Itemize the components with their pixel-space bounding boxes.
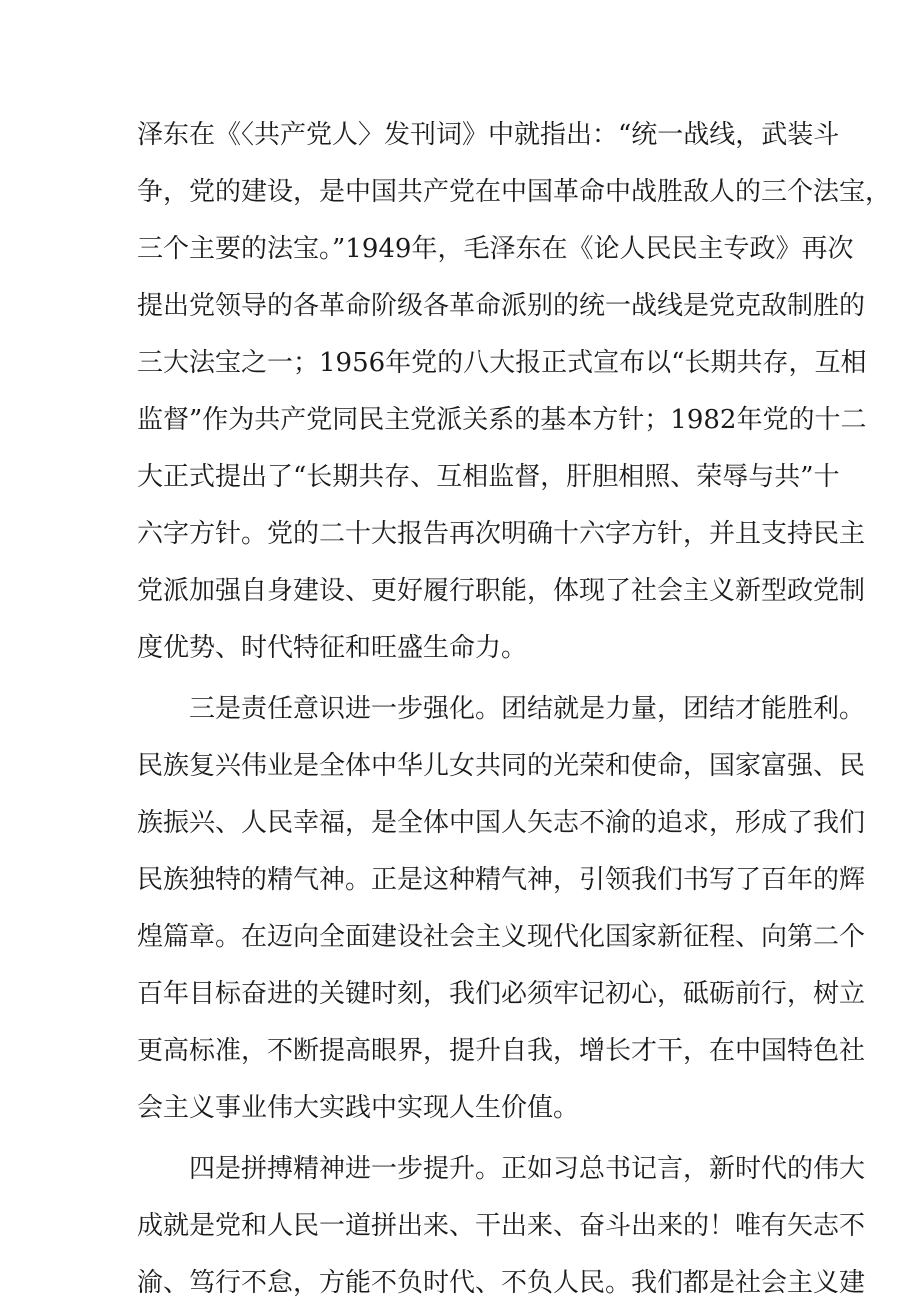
paragraph-line: 党派加强自身建设、更好履行职能，体现了社会主义新型政党制 — [137, 576, 866, 606]
paragraph-line: 三大法宝之一；1956年党的八大报正式宣布以“长期共存，互相 — [137, 348, 867, 378]
paragraph-line: 百年目标奋进的关键时刻，我们必须牢记初心，砥砺前行，树立 — [137, 979, 866, 1009]
paragraph-line: 争，党的建设，是中国共产党在中国革命中战胜敌人的三个法宝， — [137, 177, 892, 207]
paragraph-line: 民族独特的精气神。正是这种精气神，引领我们书写了百年的辉 — [137, 865, 866, 895]
paragraph-line: 民族复兴伟业是全体中华儿女共同的光荣和使命，国家富强、民 — [137, 751, 866, 781]
paragraph-line: 成就是党和人民一道拼出来、干出来、奋斗出来的！唯有矢志不 — [137, 1211, 866, 1241]
paragraph-line: 三个主要的法宝。”1949年，毛泽东在《论人民民主专政》再次 — [137, 234, 854, 264]
paragraph-line: 六字方针。党的二十大报告再次明确十六字方针，并且支持民主 — [137, 519, 866, 549]
paragraph-line: 提出党领导的各革命阶级各革命派别的统一战线是党克敌制胜的 — [137, 291, 866, 321]
paragraph-line: 更高标准，不断提高眼界，提升自我，增长才干，在中国特色社 — [137, 1036, 866, 1066]
paragraph-line: 渝、笃行不怠，方能不负时代、不负人民。我们都是社会主义建 — [137, 1268, 866, 1298]
paragraph-line: 族振兴、人民幸福，是全体中国人矢志不渝的追求，形成了我们 — [137, 808, 866, 838]
paragraph-line: 度优势、时代特征和旺盛生命力。 — [137, 633, 528, 663]
paragraph-heading-line: 四是拼搏精神进一步提升。正如习总书记言，新时代的伟大 — [189, 1154, 866, 1184]
paragraph-heading-line: 三是责任意识进一步强化。团结就是力量，团结才能胜利。 — [189, 694, 866, 724]
paragraph-line: 大正式提出了“长期共存、互相监督，肝胆相照、荣辱与共”十 — [137, 462, 840, 492]
paragraph-line: 会主义事业伟大实践中实现人生价值。 — [137, 1093, 580, 1123]
paragraph-line: 煌篇章。在迈向全面建设社会主义现代化国家新征程、向第二个 — [137, 922, 866, 952]
paragraph-line: 监督”作为共产党同民主党派关系的基本方针；1982年党的十二 — [137, 405, 867, 435]
paragraph-line: 泽东在《〈共产党人〉发刊词》中就指出：“统一战线，武装斗 — [137, 120, 840, 150]
